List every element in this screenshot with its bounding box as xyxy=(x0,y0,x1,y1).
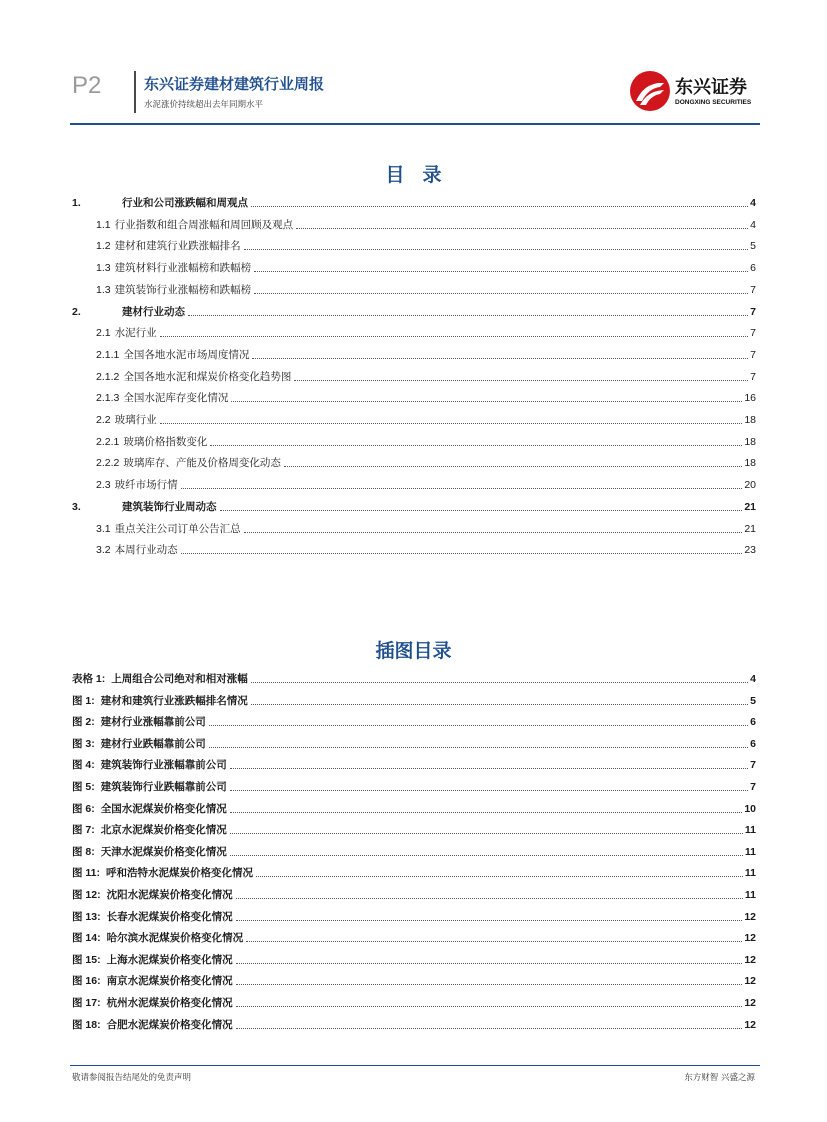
dot-leader xyxy=(181,488,743,489)
dot-leader xyxy=(244,249,749,250)
dot-leader xyxy=(209,747,748,748)
entry-page-number: 10 xyxy=(744,802,756,815)
entry-text: 合肥水泥煤炭价格变化情况 xyxy=(106,1018,233,1031)
header-divider xyxy=(134,71,136,113)
figure-list-title: 插图目录 xyxy=(375,640,452,662)
entry-number: 2.1 xyxy=(96,327,111,340)
entry-page-number: 23 xyxy=(744,544,756,557)
entry-number: 1.3 xyxy=(96,283,111,296)
dot-leader xyxy=(251,682,748,683)
entry-number: 2.2 xyxy=(96,414,111,426)
toc-entry[interactable] xyxy=(72,196,756,210)
entry-text: 建筑装饰行业涨幅榜和跌幅榜 xyxy=(114,283,252,296)
figure-entry[interactable] xyxy=(72,974,756,988)
toc-entry[interactable] xyxy=(96,522,756,536)
figure-entry[interactable] xyxy=(72,802,756,816)
entry-page-number: 11 xyxy=(744,824,756,837)
dot-leader xyxy=(231,401,742,402)
entry-page-number: 7 xyxy=(750,370,756,383)
dot-leader xyxy=(244,532,743,533)
dot-leader xyxy=(230,790,748,791)
entry-page-number: 18 xyxy=(744,414,756,426)
entry-page-number: 12 xyxy=(744,997,756,1009)
toc-entry[interactable] xyxy=(96,543,756,557)
entry-page-number: 5 xyxy=(750,694,756,707)
entry-text: 哈尔滨水泥煤炭价格变化情况 xyxy=(106,932,244,945)
dot-leader xyxy=(246,941,742,942)
toc-entry[interactable] xyxy=(96,283,756,297)
dot-leader xyxy=(236,984,743,985)
entry-page-number: 11 xyxy=(744,845,756,858)
logo-text-cn: 东兴证券 xyxy=(675,77,747,98)
figure-entry[interactable] xyxy=(72,953,756,967)
toc-entry[interactable] xyxy=(96,478,756,492)
entry-page-number: 18 xyxy=(744,457,756,470)
entry-number: 3.1 xyxy=(96,522,111,535)
figure-entry[interactable] xyxy=(72,694,756,708)
entry-text: 全国水泥煤炭价格变化情况 xyxy=(100,802,227,815)
entry-text: 建材行业跌幅靠前公司 xyxy=(100,737,206,750)
footer-rule xyxy=(70,1065,760,1066)
entry-text: 天津水泥煤炭价格变化情况 xyxy=(100,845,227,858)
entry-number: 1.3 xyxy=(96,262,111,275)
entry-number: 图 17: xyxy=(72,997,101,1009)
entry-page-number: 12 xyxy=(744,910,756,923)
entry-number: 图 6: xyxy=(72,802,95,815)
figure-entry[interactable] xyxy=(72,931,756,945)
entry-page-number: 6 xyxy=(750,716,756,729)
entry-number: 1.2 xyxy=(96,240,111,253)
dot-leader xyxy=(230,833,743,834)
entry-page-number: 6 xyxy=(750,262,756,275)
entry-text: 长春水泥煤炭价格变化情况 xyxy=(106,910,233,923)
entry-number: 2.2.2 xyxy=(96,457,120,470)
entry-text: 全国各地水泥市场周度情况 xyxy=(123,348,250,361)
entry-text: 呼和浩特水泥煤炭价格变化情况 xyxy=(106,867,254,880)
footer-slogan: 东方财智 兴盛之源 xyxy=(684,1073,755,1083)
entry-text: 全国水泥库存变化情况 xyxy=(123,392,229,405)
entry-page-number: 5 xyxy=(750,240,756,253)
entry-text: 建筑装饰行业涨幅靠前公司 xyxy=(100,759,227,772)
header-rule xyxy=(70,123,760,125)
entry-number: 图 4: xyxy=(72,759,95,772)
entry-text: 建筑装饰行业周动态 xyxy=(122,500,217,513)
entry-number: 2.1.3 xyxy=(96,392,120,405)
entry-page-number: 11 xyxy=(744,889,756,901)
footer-disclaimer: 敬请参阅报告结尾处的免责声明 xyxy=(72,1073,192,1083)
toc-entry[interactable] xyxy=(72,500,756,514)
dot-leader xyxy=(230,768,748,769)
figure-entry[interactable] xyxy=(72,910,756,924)
entry-text: 上周组合公司绝对和相对涨幅 xyxy=(111,673,248,685)
entry-number: 图 12: xyxy=(72,889,101,901)
page-header xyxy=(70,66,760,124)
entry-text: 重点关注公司订单公告汇总 xyxy=(114,522,241,535)
toc-title: 目录 xyxy=(385,164,460,186)
entry-number: 图 3: xyxy=(72,737,95,750)
toc-entry[interactable] xyxy=(96,326,756,340)
entry-number: 图 5: xyxy=(72,781,95,793)
entry-text: 水泥行业 xyxy=(114,327,157,340)
entry-page-number: 7 xyxy=(750,348,756,361)
entry-page-number: 12 xyxy=(744,1018,756,1031)
figure-entry[interactable] xyxy=(72,1018,756,1032)
dot-leader xyxy=(236,920,743,921)
toc-entry[interactable] xyxy=(96,261,756,275)
entry-text: 上海水泥煤炭价格变化情况 xyxy=(106,953,233,966)
entry-page-number: 12 xyxy=(744,975,756,988)
dot-leader xyxy=(254,271,748,272)
dot-leader xyxy=(254,293,748,294)
toc-entry[interactable] xyxy=(96,391,756,405)
entry-number: 图 1: xyxy=(72,694,95,707)
entry-number: 2.2.1 xyxy=(96,435,120,448)
entry-page-number: 12 xyxy=(744,953,756,966)
figure-entry[interactable] xyxy=(72,866,756,880)
figure-entry[interactable] xyxy=(72,823,756,837)
entry-text: 建材行业动态 xyxy=(122,305,185,318)
dot-leader xyxy=(294,380,748,381)
entry-number: 图 7: xyxy=(72,824,95,837)
entry-page-number: 12 xyxy=(744,932,756,945)
dot-leader xyxy=(220,510,743,511)
dot-leader xyxy=(251,206,748,207)
dot-leader xyxy=(236,1028,743,1029)
entry-text: 杭州水泥煤炭价格变化情况 xyxy=(106,997,233,1009)
entry-page-number: 11 xyxy=(744,867,756,880)
entry-text: 建材和建筑行业涨跌幅排名情况 xyxy=(100,694,248,707)
logo-text-en: DONGXING SECURITIES xyxy=(675,99,752,106)
dot-leader xyxy=(230,855,743,856)
entry-text: 行业和公司涨跌幅和周观点 xyxy=(122,197,248,209)
toc-entry[interactable] xyxy=(72,305,756,319)
entry-page-number: 7 xyxy=(750,781,756,793)
entry-text: 全国各地水泥和煤炭价格变化趋势图 xyxy=(123,370,292,383)
entry-text: 北京水泥煤炭价格变化情况 xyxy=(100,824,227,837)
dot-leader xyxy=(236,963,743,964)
entry-number: 2.1.1 xyxy=(96,348,120,361)
figure-entry[interactable] xyxy=(72,780,756,794)
figure-entry[interactable] xyxy=(72,715,756,729)
entry-page-number: 6 xyxy=(750,737,756,750)
entry-text: 玻璃价格指数变化 xyxy=(123,435,208,448)
entry-page-number: 16 xyxy=(744,392,756,405)
dot-leader xyxy=(236,1006,743,1007)
dot-leader xyxy=(256,876,743,877)
entry-page-number: 7 xyxy=(750,283,756,296)
entry-number: 图 8: xyxy=(72,845,95,858)
toc-entry[interactable] xyxy=(96,370,756,384)
entry-page-number: 4 xyxy=(750,197,756,209)
entry-number: 2.1.2 xyxy=(96,370,120,383)
entry-number: 2. xyxy=(72,305,81,318)
entry-number: 2.3 xyxy=(96,479,111,492)
figure-entry[interactable] xyxy=(72,737,756,751)
report-subtitle: 水泥涨价持续超出去年同期水平 xyxy=(144,100,264,110)
logo-emblem-icon xyxy=(630,71,670,111)
entry-text: 建材和建筑行业跌涨幅排名 xyxy=(114,240,241,253)
figure-entry[interactable] xyxy=(72,845,756,859)
entry-text: 南京水泥煤炭价格变化情况 xyxy=(106,975,233,988)
entry-text: 建材行业涨幅靠前公司 xyxy=(100,716,206,729)
entry-page-number: 18 xyxy=(744,435,756,448)
page-number: P2 xyxy=(72,72,102,99)
entry-number: 图 2: xyxy=(72,716,95,729)
company-logo xyxy=(630,71,760,115)
entry-number: 图 13: xyxy=(72,910,101,923)
entry-page-number: 20 xyxy=(744,479,756,492)
figure-entry[interactable] xyxy=(72,758,756,772)
toc-entry[interactable] xyxy=(96,413,756,427)
entry-number: 图 18: xyxy=(72,1018,101,1031)
entry-number: 3.2 xyxy=(96,544,111,557)
entry-text: 沈阳水泥煤炭价格变化情况 xyxy=(106,889,233,901)
entry-text: 建筑装饰行业跌幅靠前公司 xyxy=(100,781,227,793)
dot-leader xyxy=(188,315,748,316)
dot-leader xyxy=(251,704,748,705)
toc-entry[interactable] xyxy=(96,348,756,362)
entry-number: 3. xyxy=(72,500,81,513)
entry-number: 图 14: xyxy=(72,932,101,945)
toc-entry[interactable] xyxy=(96,456,756,470)
entry-text: 玻璃行业 xyxy=(114,414,157,426)
figure-entry[interactable] xyxy=(72,996,756,1010)
dot-leader xyxy=(236,898,743,899)
dot-leader xyxy=(160,336,749,337)
entry-number: 1.1 xyxy=(96,218,111,231)
entry-text: 玻纤市场行情 xyxy=(114,479,178,492)
dot-leader xyxy=(252,358,748,359)
dot-leader xyxy=(160,423,743,424)
entry-text: 本周行业动态 xyxy=(114,544,178,557)
entry-number: 图 16: xyxy=(72,975,101,988)
figure-entry[interactable] xyxy=(72,888,756,902)
figure-entry[interactable] xyxy=(72,672,756,686)
dot-leader xyxy=(284,466,742,467)
dot-leader xyxy=(210,445,742,446)
entry-page-number: 7 xyxy=(750,327,756,340)
entry-text: 建筑材料行业涨幅榜和跌幅榜 xyxy=(114,262,252,275)
dot-leader xyxy=(296,228,748,229)
dot-leader xyxy=(230,812,743,813)
entry-number: 图 11: xyxy=(72,867,101,880)
entry-number: 1. xyxy=(72,197,81,209)
report-title: 东兴证券建材建筑行业周报 xyxy=(144,75,325,93)
entry-page-number: 21 xyxy=(744,500,756,513)
entry-text: 玻璃库存、产能及价格周变化动态 xyxy=(123,457,281,470)
dot-leader xyxy=(209,725,748,726)
toc-entry[interactable] xyxy=(96,239,756,253)
entry-number: 表格 1: xyxy=(72,673,106,685)
entry-number: 图 15: xyxy=(72,953,101,966)
toc-entry[interactable] xyxy=(96,218,756,232)
entry-page-number: 7 xyxy=(750,305,756,318)
entry-page-number: 4 xyxy=(750,218,756,231)
entry-text: 行业指数和组合周涨幅和周回顾及观点 xyxy=(114,218,294,231)
entry-page-number: 4 xyxy=(750,673,756,685)
dot-leader xyxy=(181,553,743,554)
toc-entry[interactable] xyxy=(96,435,756,449)
entry-page-number: 7 xyxy=(750,759,756,772)
entry-page-number: 21 xyxy=(744,522,756,535)
